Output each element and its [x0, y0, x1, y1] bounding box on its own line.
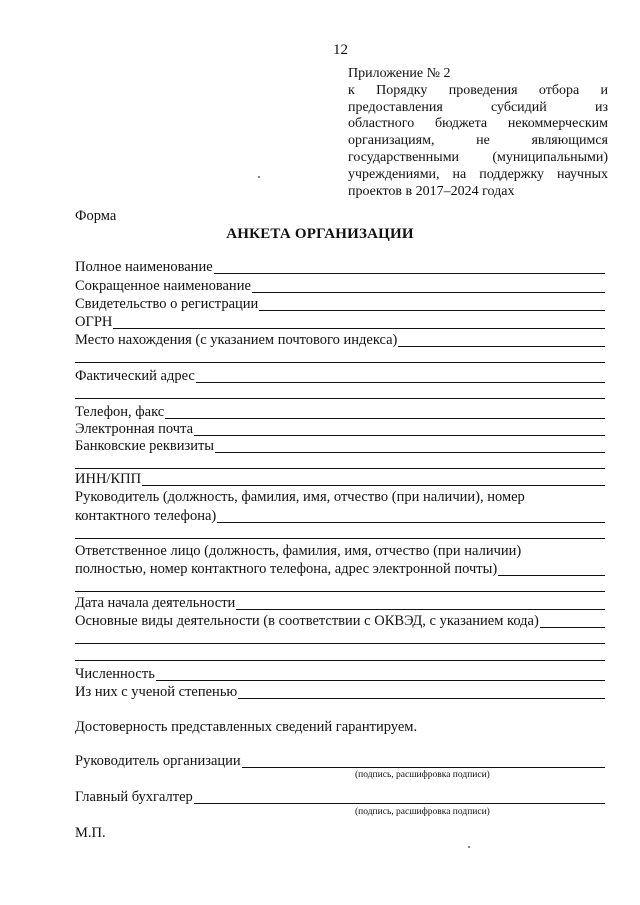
field-label: Из них с ученой степенью [75, 684, 238, 700]
annex-header [348, 66, 608, 200]
field-label: Сокращенное наименование [75, 278, 251, 294]
field-full-name[interactable] [75, 258, 605, 276]
field-label: Место нахождения (с указанием почтового индекса) [75, 332, 398, 348]
fill-line[interactable] [236, 595, 605, 610]
scan-speck [258, 176, 260, 178]
fill-line[interactable] [238, 684, 605, 699]
fill-line-extra[interactable] [75, 468, 605, 469]
fill-line-extra[interactable] [75, 660, 605, 661]
signature-line[interactable] [194, 789, 605, 804]
field-label: Банковские реквизиты [75, 438, 215, 454]
signature-caption: (подпись, расшифровка подписи) [355, 770, 490, 780]
annex-line: к Порядку проведения отбора и [348, 82, 608, 98]
annex-line: предоставления субсидий из [348, 99, 608, 115]
field-label: Численность [75, 666, 155, 682]
field-responsible[interactable] [75, 560, 605, 578]
field-label: полностью, номер контактного телефона, адрес электронной почты) [75, 561, 498, 577]
fill-line[interactable] [113, 314, 605, 329]
annex-line: областного бюджета некоммерческим [348, 116, 608, 132]
field-label: ОГРН [75, 314, 113, 330]
annex-line: проектов в 2017–2024 годах [348, 183, 515, 199]
fill-line[interactable] [215, 438, 605, 453]
form-label: Форма [75, 208, 117, 224]
signature-line[interactable] [242, 753, 605, 768]
field-with-degree[interactable] [75, 683, 605, 701]
form-title: АНКЕТА ОРГАНИЗАЦИИ [226, 226, 414, 242]
field-phone-fax[interactable] [75, 403, 605, 421]
fill-line[interactable] [196, 368, 605, 383]
fill-line[interactable] [540, 613, 605, 628]
annex-title: Приложение № 2 [348, 66, 451, 81]
fill-line[interactable] [252, 278, 605, 293]
fill-line-extra[interactable] [75, 643, 605, 644]
fill-line-extra[interactable] [75, 362, 605, 363]
field-email[interactable] [75, 420, 605, 438]
field-label: Фактический адрес [75, 368, 195, 384]
field-short-name[interactable] [75, 277, 605, 295]
field-label: ИНН/КПП [75, 471, 142, 487]
fill-line-extra[interactable] [75, 591, 605, 592]
annex-line: государственными (муниципальными) [348, 149, 608, 165]
fill-line[interactable] [165, 404, 605, 419]
field-main-activities[interactable] [75, 612, 605, 630]
field-ogrn[interactable] [75, 313, 605, 331]
field-label: контактного телефона) [75, 508, 217, 524]
signature-head[interactable] [75, 752, 605, 770]
guarantee-statement: Достоверность представленных сведений гарантируем. [75, 719, 418, 735]
fill-line[interactable] [156, 666, 605, 681]
fill-line[interactable] [217, 508, 605, 523]
field-start-date[interactable] [75, 594, 605, 612]
signature-caption: (подпись, расшифровка подписи) [355, 807, 490, 817]
field-label: Электронная почта [75, 421, 194, 437]
field-head-label-line1: Руководитель (должность, фамилия, имя, отчество (при наличии), номер [75, 489, 525, 505]
field-location[interactable] [75, 331, 605, 349]
field-label: Телефон, факс [75, 404, 165, 420]
fill-line[interactable] [142, 471, 605, 486]
scan-speck [468, 846, 470, 848]
field-label: Свидетельство о регистрации [75, 296, 259, 312]
field-label: Руководитель организации [75, 753, 241, 769]
field-label: Полное наименование [75, 259, 213, 275]
fill-line[interactable] [194, 421, 605, 436]
field-label: Главный бухгалтер [75, 789, 193, 805]
field-head[interactable] [75, 507, 605, 525]
field-label: Дата начала деятельности [75, 595, 236, 611]
stamp-place: М.П. [75, 825, 106, 841]
page-number: 12 [333, 42, 348, 58]
field-registration-certificate[interactable] [75, 295, 605, 313]
field-inn-kpp[interactable] [75, 470, 605, 488]
fill-line[interactable] [259, 296, 605, 311]
field-label: Основные виды деятельности (в соответствии с ОКВЭД, с указанием кода) [75, 613, 539, 629]
fill-line[interactable] [214, 259, 605, 274]
fill-line[interactable] [398, 332, 605, 347]
annex-line: организациям, не являющимся [348, 133, 608, 149]
fill-line-extra[interactable] [75, 538, 605, 539]
fill-line-extra[interactable] [75, 398, 605, 399]
fill-line[interactable] [498, 561, 605, 576]
annex-line: учреждениями, на поддержку научных [348, 166, 608, 182]
signature-chief-accountant[interactable] [75, 788, 605, 806]
field-bank-details[interactable] [75, 437, 605, 455]
field-headcount[interactable] [75, 665, 605, 683]
field-actual-address[interactable] [75, 367, 605, 385]
field-responsible-label-line1: Ответственное лицо (должность, фамилия, имя, отчество (при наличии) [75, 543, 522, 559]
